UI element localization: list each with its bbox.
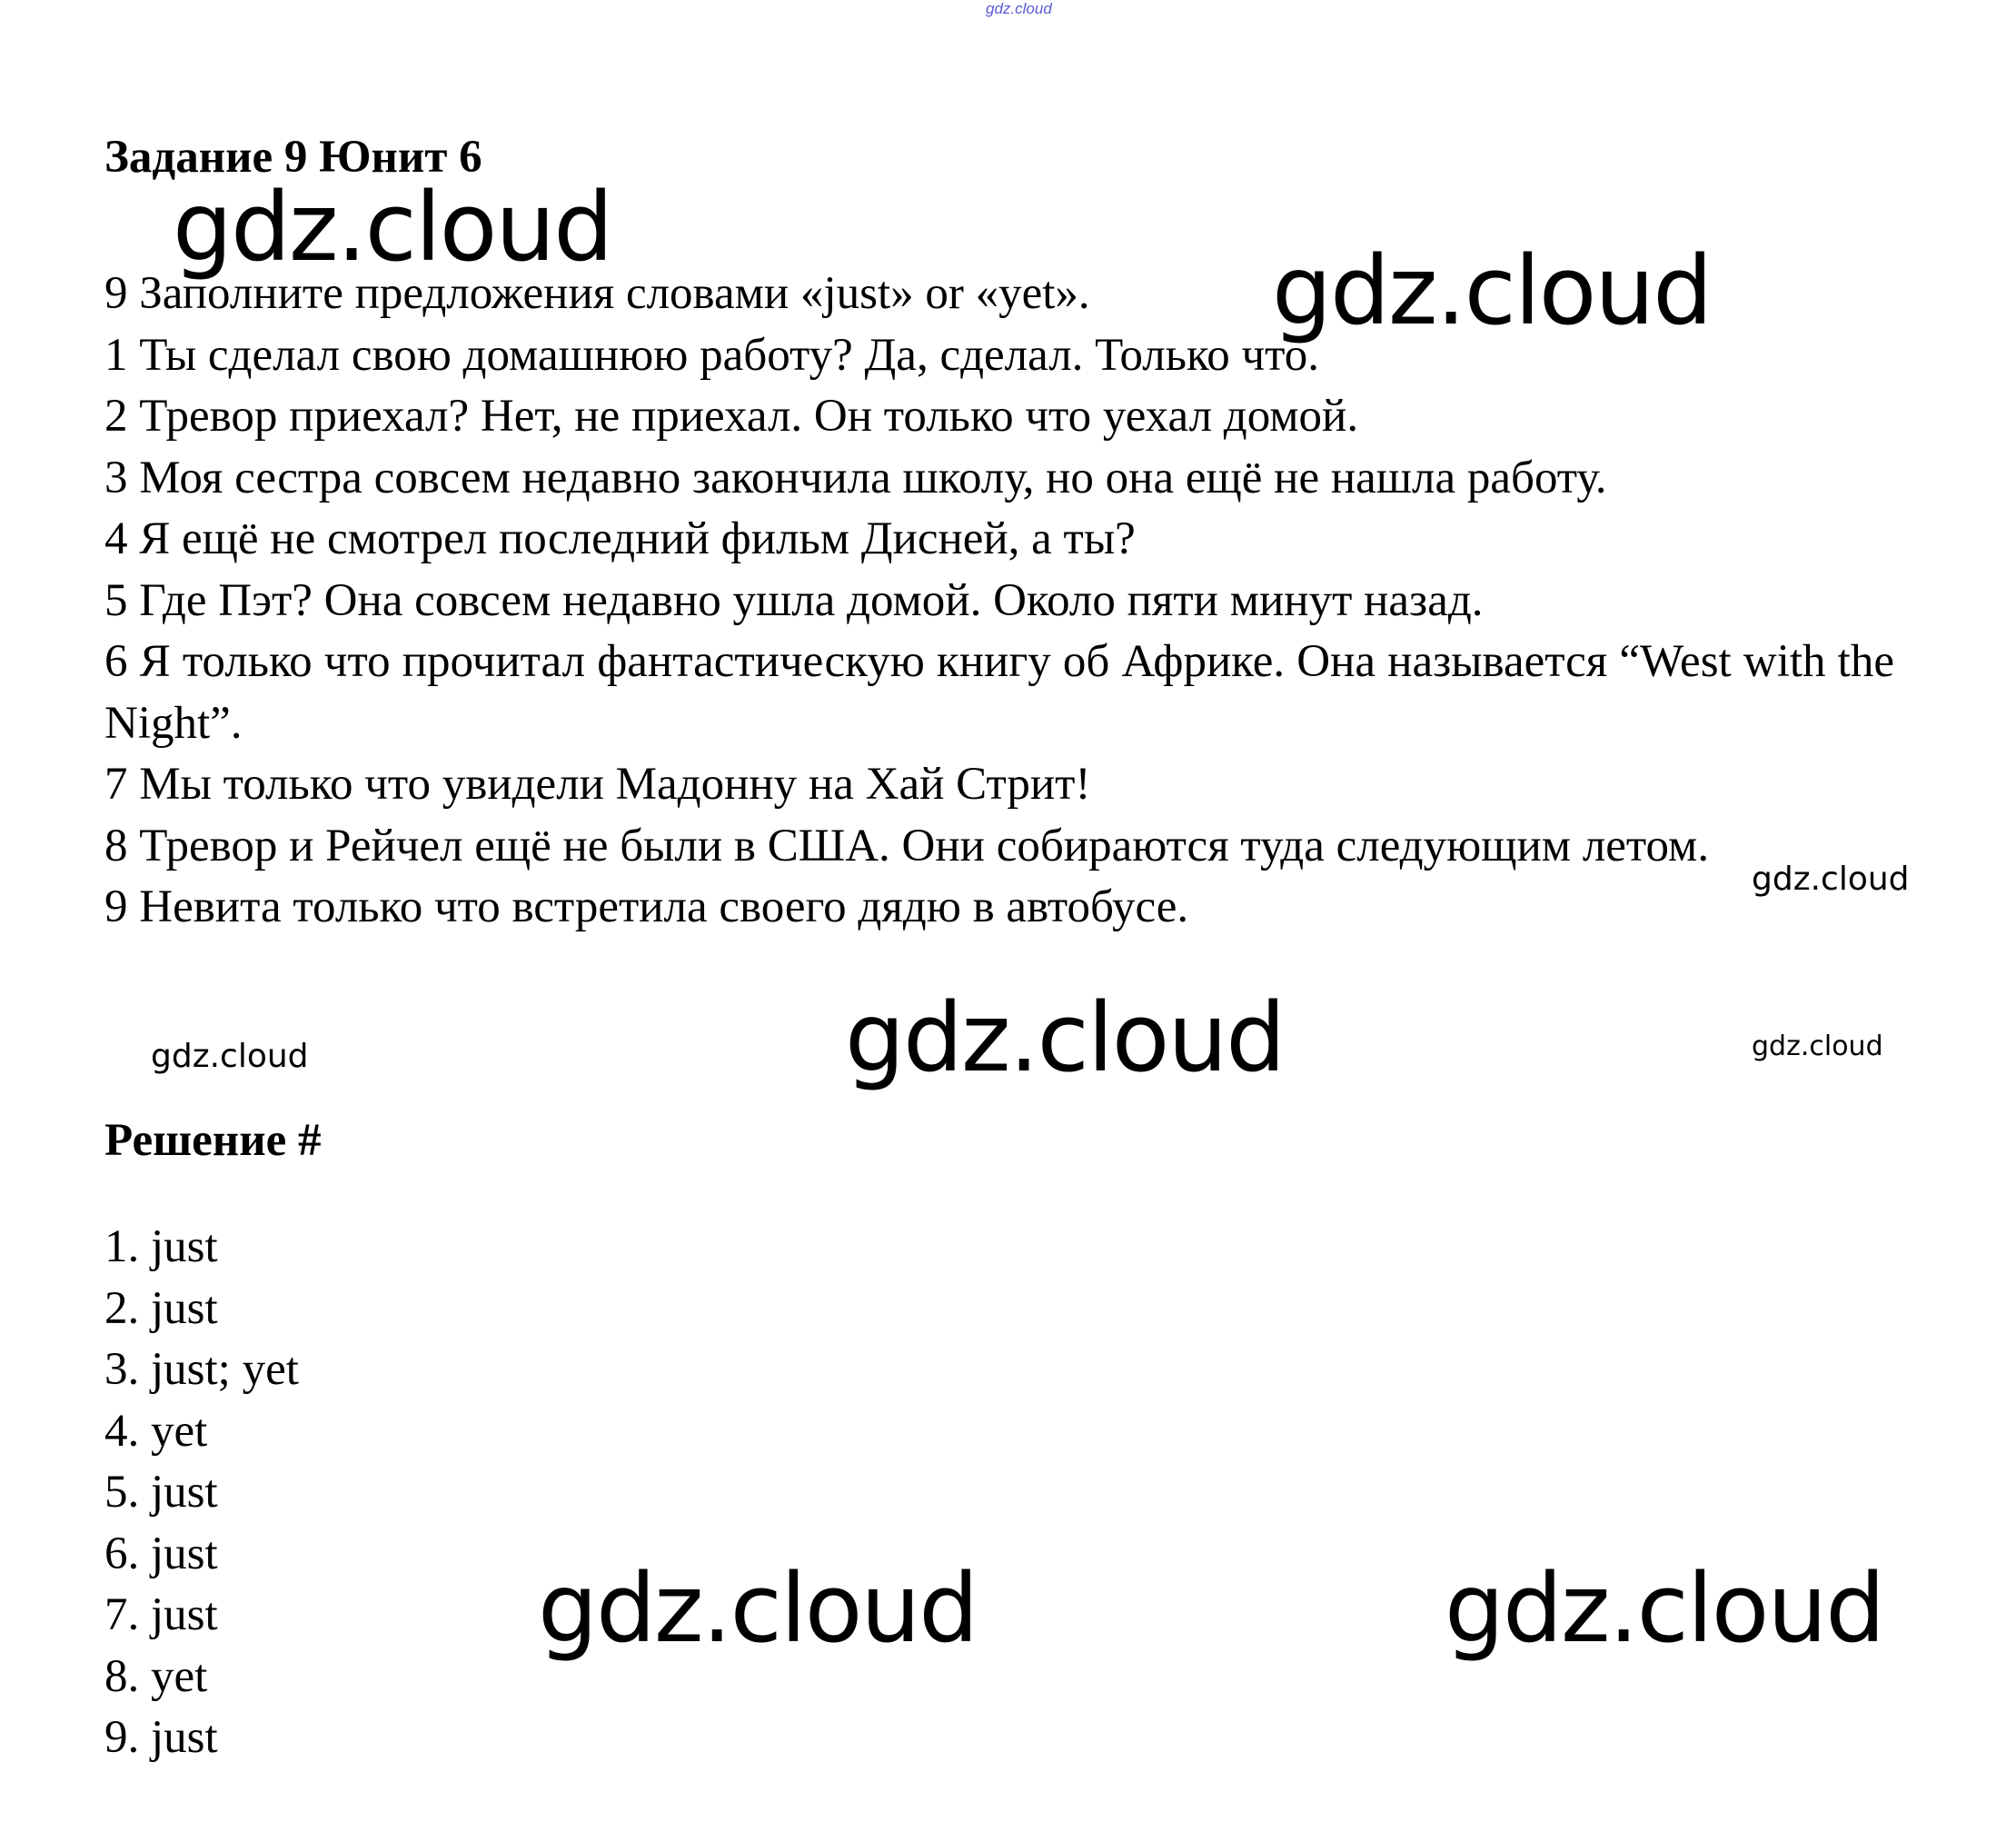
watermark: gdz.cloud (1752, 861, 1910, 898)
answer-item: 9. just (104, 1712, 218, 1763)
task-body (104, 264, 1894, 939)
answer-item: 5. just (104, 1467, 218, 1518)
task-sentence-5: 5 Где Пэт? Она совсем недавно ушла домой. Около пяти минут назад. (104, 574, 1484, 626)
watermark: gdz.cloud (173, 172, 612, 283)
watermark: gdz.cloud (845, 982, 1285, 1093)
solution-title: Решение # (104, 1115, 322, 1166)
watermark: gdz.cloud (151, 1038, 309, 1075)
watermark: gdz.cloud (1272, 235, 1712, 346)
watermark: gdz.cloud (538, 1553, 978, 1664)
task-sentence-6: 6 Я только что прочитал фантастическую книгу об Африке. Она называется “West with the Night”. (104, 636, 1894, 749)
watermark: gdz.cloud (1752, 1031, 1883, 1062)
watermark: gdz.cloud (1445, 1553, 1884, 1664)
answer-item: 4. yet (104, 1405, 208, 1457)
task-sentence-9: 9 Невита только что встретила своего дядю в автобусе. (104, 881, 1189, 932)
task-instruction: 9 Заполните предложения словами «just» or «yet». (104, 268, 1090, 319)
answer-item: 6. just (104, 1528, 218, 1579)
answer-item: 1. just (104, 1221, 218, 1272)
header-watermark: gdz.cloud (986, 0, 1052, 17)
answer-item: 7. just (104, 1589, 218, 1640)
task-sentence-1: 1 Ты сделал свою домашнюю работу? Да, сделал. Только что. (104, 329, 1319, 381)
task-sentence-4: 4 Я ещё не смотрел последний фильм Дисней, а ты? (104, 513, 1136, 564)
answer-item: 2. just (104, 1282, 218, 1334)
task-sentence-3: 3 Моя сестра совсем недавно закончила школу, но она ещё не нашла работу. (104, 452, 1607, 503)
answer-list (104, 1217, 299, 1769)
task-sentence-8: 8 Тревор и Рейчел ещё не были в США. Они собираются туда следующим летом. (104, 820, 1710, 871)
task-sentence-2: 2 Тревор приехал? Нет, не приехал. Он только что уехал домой. (104, 391, 1359, 442)
task-title: Задание 9 Юнит 6 (104, 132, 482, 183)
answer-item: 8. yet (104, 1650, 208, 1702)
answer-item: 3. just; yet (104, 1344, 299, 1395)
task-sentence-7: 7 Мы только что увидели Мадонну на Хай Стрит! (104, 759, 1091, 810)
